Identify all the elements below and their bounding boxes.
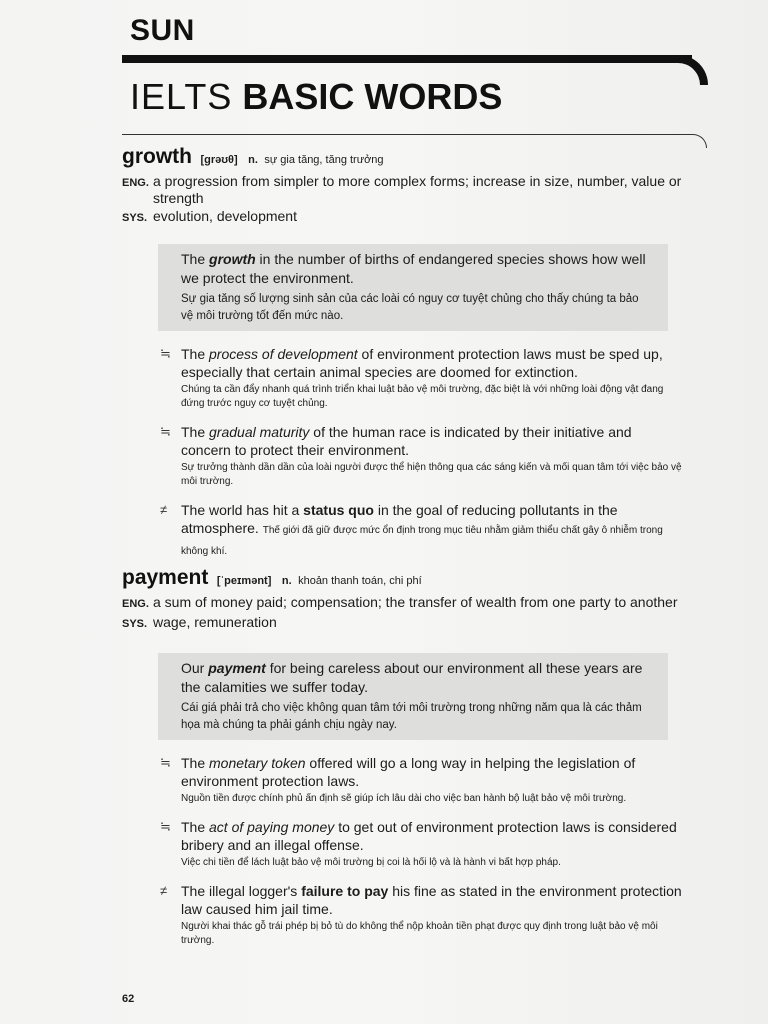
sys-label: SYS. — [122, 618, 148, 630]
example-box-vietnamese: Sự gia tăng số lượng sinh sản của các loài có nguy cơ tuyệt chủng cho thấy chúng ta bảo vệ môi trường tốt đến mức nào. — [181, 293, 639, 322]
approx-equal-icon: ≒ — [160, 346, 171, 361]
entry-head — [122, 566, 682, 590]
example-text: The — [181, 251, 210, 267]
eng-text: a progression from simpler to more complex forms; increase in size, number, value or strength — [153, 173, 682, 206]
example-related — [122, 818, 682, 870]
example-box-english — [181, 659, 648, 697]
vietnamese-meaning: sự gia tăng, tăng trưởng — [264, 154, 384, 166]
eng-text: a sum of money paid; compensation; the transfer of wealth from one party to another — [153, 594, 678, 610]
vocab-entry-growth — [122, 145, 682, 561]
example-vietnamese: Người khai thác gỗ trái phép bị bỏ tù do không thể nộp khoản tiền phạt được quy định trong luật bảo vệ môi trường. — [181, 921, 658, 946]
example-box — [158, 244, 668, 331]
page-number: 62 — [122, 993, 135, 1005]
example-vietnamese: Việc chi tiền để lách luật bảo vệ môi trường bị coi là hối lộ và là hành vi bất hợp pháp. — [181, 857, 561, 868]
eng-definition — [122, 173, 682, 207]
example-text: Our — [181, 660, 209, 676]
example-english — [181, 818, 682, 854]
example-phrase: process of development — [209, 346, 358, 362]
brand-title: SUN — [130, 14, 195, 47]
example-related — [122, 423, 682, 489]
headword: payment — [122, 566, 209, 589]
example-phrase: act of paying money — [209, 819, 335, 835]
vocab-entry-payment — [122, 566, 682, 948]
approx-equal-icon: ≒ — [160, 424, 171, 439]
example-related — [122, 345, 682, 411]
vietnamese-meaning: khoản thanh toán, chi phí — [298, 575, 422, 587]
example-phrase: failure to pay — [301, 883, 389, 899]
example-vietnamese: Sự trưởng thành dần dần của loài người được thể hiện thông qua các sáng kiến và mối quan tâm tới việc bảo vệ môi trường. — [181, 462, 682, 487]
not-equal-icon: ≠ — [160, 502, 168, 517]
example-box-english — [181, 250, 648, 288]
example-text: to get out of environment protection laws is considered bribery and an illegal offense. — [181, 819, 677, 853]
section-title-bold: BASIC WORDS — [242, 76, 503, 117]
pronunciation: [ˈpeɪmənt] — [216, 575, 272, 587]
example-vietnamese: Nguồn tiền được chính phủ ấn định sẽ giúp ích lâu dài cho việc ban hành bộ luật bảo vệ môi trường. — [181, 793, 627, 804]
eng-label: ENG. — [122, 598, 149, 610]
approx-equal-icon: ≒ — [160, 755, 171, 770]
part-of-speech: n. — [248, 154, 258, 166]
section-title — [130, 76, 502, 118]
approx-equal-icon: ≒ — [160, 819, 171, 834]
example-text: in the goal of reducing pollutants in the atmosphere. — [181, 502, 618, 536]
header-rule — [122, 55, 692, 63]
entry-head — [122, 145, 682, 169]
sys-text: evolution, development — [153, 208, 297, 224]
example-text: for being careless about our environment all these years are the calamities we suffer today. — [181, 660, 643, 695]
example-text: The — [181, 819, 210, 835]
example-text: The — [181, 424, 210, 440]
example-text: in the number of births of endangered species shows how well we protect the environment. — [181, 251, 646, 286]
pronunciation: [grəʊθ] — [200, 154, 238, 166]
sys-text: wage, remuneration — [153, 614, 277, 630]
example-english — [181, 882, 682, 918]
header-rule-curve — [660, 55, 708, 85]
eng-label: ENG. — [122, 177, 149, 189]
example-text: The — [181, 755, 210, 771]
example-vietnamese: Thế giới đã giữ được mức ổn định trong mục tiêu nhằm giảm thiểu chất gây ô nhiễm trong không khí. — [181, 525, 663, 557]
example-english — [181, 501, 682, 561]
example-headword: payment — [208, 660, 266, 676]
example-headword: growth — [209, 251, 256, 267]
synonyms — [122, 614, 682, 633]
example-text: offered will go a long way in helping the legislation of environment protection laws. — [181, 755, 636, 789]
example-text: of environment protection laws must be sped up, especially that certain animal species are doomed for extinction. — [181, 346, 663, 380]
example-box — [158, 653, 668, 740]
example-box-vietnamese: Cái giá phải trả cho việc không quan tâm tới môi trường trong những năm qua là các thảm họa mà chúng ta phải gánh chịu ngày nay. — [181, 702, 642, 731]
example-text: The — [181, 346, 210, 362]
not-equal-icon: ≠ — [160, 883, 168, 898]
example-antonym — [122, 501, 682, 561]
eng-definition — [122, 594, 682, 613]
example-english — [181, 754, 682, 790]
example-english — [181, 423, 682, 459]
example-text: The world has hit a — [181, 502, 304, 518]
section-title-light: IELTS — [130, 76, 233, 117]
example-text: his fine as stated in the environment protection law caused him jail time. — [181, 883, 682, 917]
headword: growth — [122, 145, 192, 168]
example-antonym — [122, 882, 682, 948]
example-text: The illegal logger's — [181, 883, 302, 899]
sys-label: SYS. — [122, 212, 148, 224]
example-phrase: status quo — [303, 502, 374, 518]
synonyms — [122, 208, 682, 227]
example-related — [122, 754, 682, 806]
part-of-speech: n. — [281, 575, 292, 587]
example-text: of the human race is indicated by their initiative and concern to protect their environment. — [181, 424, 632, 458]
example-vietnamese: Chúng ta cần đẩy nhanh quá trình triển khai luật bảo vệ môi trường, đặc biệt là với những loài động vật đang đứng trước nguy cơ tuyệt chủng. — [181, 384, 664, 409]
example-phrase: gradual maturity — [209, 424, 310, 440]
example-phrase: monetary token — [209, 755, 306, 771]
example-english — [181, 345, 682, 381]
